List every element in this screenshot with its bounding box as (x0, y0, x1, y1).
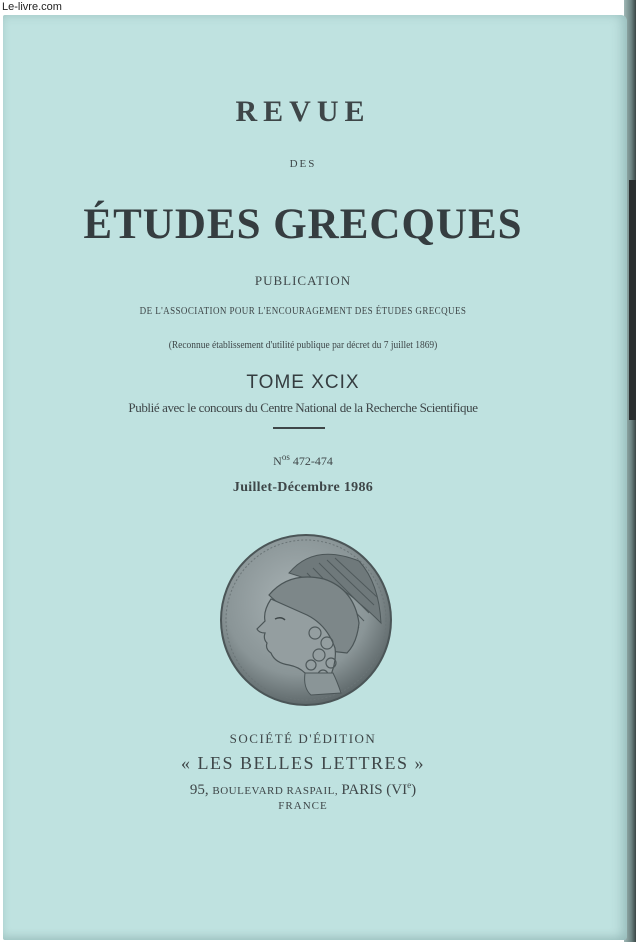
book-cover (3, 15, 627, 940)
athena-coin-icon (219, 533, 393, 707)
issue-numbers (3, 452, 603, 469)
reconnue-line: (Reconnue établissement d'utilité publique par décret du 7 juillet 1869) (168, 340, 438, 351)
book-spine-shadow (629, 180, 636, 420)
association-line: DE L'ASSOCIATION POUR L'ENCOURAGEMENT DES ÉTUDES GRECQUES (139, 305, 467, 317)
divider-rule (273, 427, 325, 429)
issue-numbers-sup: os (281, 452, 290, 462)
tome-label: TOME XCIX (246, 372, 360, 393)
publisher-line-2: « LES BELLES LETTRES » (181, 753, 425, 773)
address-city: PARIS (VI (341, 782, 408, 798)
address-number: 95, (189, 782, 213, 798)
issue-numbers-prefix: N (273, 454, 282, 468)
address-sup: e (407, 780, 412, 790)
title-etudes-grecques: ÉTUDES GRECQUES (83, 201, 523, 248)
publisher-country: FRANCE (278, 800, 328, 812)
publisher-line-1: SOCIÉTÉ D'ÉDITION (229, 731, 377, 746)
publisher-address (3, 780, 603, 799)
title-revue: REVUE (235, 95, 371, 128)
publie-line: Publié avec le concours du Centre National de la Recherche Scientifique (128, 400, 478, 415)
issue-date: Juillet-Décembre 1986 (232, 480, 374, 495)
publication-label: PUBLICATION (254, 273, 352, 288)
title-des: DES (289, 158, 317, 170)
issue-numbers-value: 472-474 (289, 454, 333, 468)
address-close: ) (411, 782, 417, 798)
address-street: BOULEVARD RASPAIL, (212, 785, 342, 797)
watermark-text: Le-livre.com (2, 1, 62, 13)
